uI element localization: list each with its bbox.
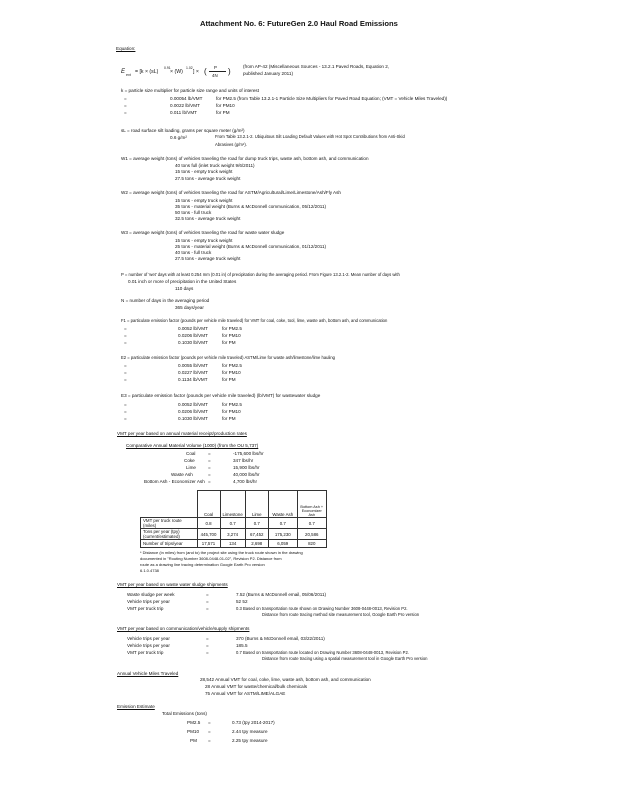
table-row	[141, 518, 327, 529]
comm-value: 185.5	[236, 643, 248, 648]
comm-eq: =	[206, 650, 209, 655]
table-cell: 20,586	[297, 529, 326, 540]
vmt-table	[140, 490, 327, 548]
comm-note: Distance from route tracing using a spatial measurement tool in Google Earth Pro version	[262, 656, 428, 661]
equation-heading: Equation:	[116, 46, 136, 51]
equation-expr-b: × (W)	[170, 69, 183, 75]
annual-vmt-line: 28 Annual VMT for waste/chemical/bulk chemicals	[205, 684, 308, 689]
table-note: documented in "Routing Number 3608-0448-01-02", Revision P2. Distance from	[140, 556, 282, 561]
e1-for: for PM2.5	[222, 326, 242, 331]
table-cell: 2,698	[245, 540, 268, 548]
material-label: Bottom Ash - Economizer Ash	[144, 479, 205, 484]
table-note: route as a drawing line tracing determination Google Earth Pro version	[140, 562, 265, 567]
material-value: 15,900 lbs/hr	[233, 465, 260, 470]
k-for: for PM	[216, 110, 230, 115]
sludge-label: Vehicle trips per year	[127, 599, 170, 604]
material-eq: =	[208, 479, 211, 484]
w2-line: 35 tons - material weight (Burns & McDonnell communication, 05/12/2011)	[175, 204, 327, 209]
table-header-cell: Coal	[197, 491, 220, 518]
e3-eq: =	[124, 409, 127, 414]
w2-intro: W2 = average weight (tons) of vehicles traveling the road for ASTM/Agricultural/Lime/Limestone/Ash/Fly Ash	[121, 190, 341, 195]
e1-eq: =	[124, 333, 127, 338]
equation-lhs-sub: ext	[126, 72, 131, 77]
e2-intro: E2 = particulate emission factor (pounds per vehicle mile traveled) ASTM/Lime for waste ash/limestone/lime hauling	[121, 355, 336, 360]
table-cell: 67,452	[245, 529, 268, 540]
sl-intro: sL = road surface silt loading, grams per square meter (g/m²)	[121, 128, 245, 133]
table-cell: 0.7	[297, 518, 326, 529]
sludge-eq: =	[206, 599, 209, 604]
k-value: 0.0022 lb/VMT	[170, 103, 200, 108]
p-line-2: 0.01 inch or more of precipitation in the United States	[128, 279, 237, 284]
sludge-eq: =	[206, 606, 209, 611]
w3-line: 25 tons - material weight (Burns & McDonnell communication, 01/12/2011)	[175, 244, 327, 249]
table-cell: 17,571	[197, 540, 220, 548]
e1-value: 0.0206 lb/VMT	[178, 333, 208, 338]
e3-value: 0.0206 lb/VMT	[178, 409, 208, 414]
e2-eq: =	[124, 370, 127, 375]
e2-eq: =	[124, 377, 127, 382]
k-intro: k = particle size multiplier for particle size range and units of interest	[121, 88, 260, 93]
table-cell: 0.7	[245, 518, 268, 529]
material-label: Lime	[186, 465, 196, 470]
material-value: 40,000 lbs/hr	[233, 472, 260, 477]
annual-vmt-line: 75 Annual VMT for ASTM/LIME/ALGAE	[205, 691, 286, 696]
table-header-cell: Lime	[245, 491, 268, 518]
w1-line: 15 tons - empty truck weight	[175, 169, 233, 174]
k-for: for PM2.5 (from Table 13.2.1-1 Particle Size Multipliers for Paved Road Equation; (VMT = Vehicle Miles Traveled))	[216, 96, 448, 101]
w2-line: 50 tons - full truck	[175, 210, 212, 215]
e1-for: for PM10	[222, 333, 241, 338]
emission-value: 2.44 tpy measure	[232, 729, 268, 734]
e3-for: for PM10	[222, 409, 241, 414]
table-row	[141, 540, 327, 548]
material-label: Waste Ash	[171, 472, 193, 477]
w3-intro: W3 = average weight (tons) of vehicles traveling the road for waste water sludge	[121, 230, 285, 235]
emissions-subheading: Total Emissions (tons)	[162, 711, 207, 716]
page-title: Attachment No. 6: FutureGen 2.0 Haul Road Emissions	[200, 19, 398, 28]
w3-line: 40 tons - full truck	[175, 250, 212, 255]
w2-line: 15 tons - empty truck weight	[175, 198, 233, 203]
material-eq: =	[208, 458, 211, 463]
sludge-label: VMT per truck trip	[127, 606, 164, 611]
w2-line: 32.5 tons - average truck weight	[175, 216, 241, 221]
k-value: 0.00054 lb/VMT	[170, 96, 203, 101]
sl-note-2: Abrasives (g/m²).	[215, 142, 247, 147]
table-cell: 0.7	[268, 518, 297, 529]
table-cell: 6,059	[268, 540, 297, 548]
e1-eq: =	[124, 340, 127, 345]
fraction-bar	[209, 71, 226, 72]
material-eq: =	[208, 465, 211, 470]
e1-eq: =	[124, 326, 127, 331]
vmt-comm-heading: VMT per year based on communication/vehicle/supply shipments	[117, 626, 250, 631]
emission-value: 2.25 tpy measure	[232, 738, 268, 743]
table-header-cell: Waste Ash	[268, 491, 297, 518]
table-note: * Distance (in miles) from (and to) the project site using the truck route shown in the drawing	[140, 550, 303, 555]
sludge-note: Distance from route tracing method site measurement tool, Google Earth Pro version	[262, 612, 420, 617]
comm-label: Vehicle trips per year	[127, 643, 170, 648]
vmt-section-subheading: Comparative Annual Material Volume (1000) (from the OU 5,737)	[126, 443, 259, 448]
comm-value: 370 (Burns & McDonnell email, 03/22/2011)	[236, 636, 325, 641]
table-header-row	[141, 491, 327, 518]
p-value: 110 days	[175, 286, 194, 291]
emission-eq: =	[208, 720, 211, 725]
e3-eq: =	[124, 402, 127, 407]
material-label: Coal	[186, 451, 196, 456]
material-eq: =	[208, 472, 211, 477]
material-value: 4,700 lbs/hr	[233, 479, 258, 484]
e2-value: 0.0055 lb/VMT	[178, 363, 208, 368]
comm-label: Vehicle trips per year	[127, 636, 170, 641]
table-cell: 0.8	[197, 518, 220, 529]
emission-label: PM10	[187, 729, 200, 734]
annual-vmt-heading: Annual Vehicle Miles Traveled	[117, 671, 179, 676]
e1-value: 0.1030 lb/VMT	[178, 340, 208, 345]
w3-line: 27.5 tons - average truck weight	[175, 256, 241, 261]
equation-lhs: E	[121, 69, 126, 75]
annual-vmt-line: 28,542 Annual VMT for coal, coke, lime, waste ash, bottom ash, and communication	[200, 677, 371, 682]
table-cell: VMT per truck route (miles)	[141, 518, 198, 529]
sludge-label: Waste sludge per week	[127, 592, 175, 597]
emissions-heading: Emission Estimate	[117, 704, 155, 709]
equation-source-2: published January 2011)	[243, 71, 293, 76]
comm-value: 0.7 Based on transportation route located on Drawing Number 3608-0448-0013, Revision P2.	[236, 650, 409, 655]
comm-eq: =	[206, 643, 209, 648]
sludge-value: 52 52	[236, 599, 248, 604]
vmt-sludge-heading: VMT per year based on waste water sludge shipments	[117, 582, 228, 587]
table-cell: 0.7	[220, 518, 245, 529]
table-cell: Tons per year (tpy) (current/estimated)	[141, 529, 198, 540]
emission-eq: =	[208, 738, 211, 743]
table-cell: 175,230	[268, 529, 297, 540]
sludge-value: 7.52 (Burns & McDonnell email, 05/06/2011)	[236, 592, 327, 597]
material-label: Coke	[184, 458, 195, 463]
emission-label: PM2.5	[187, 720, 201, 725]
e2-value: 0.1134 lb/VMT	[178, 377, 208, 382]
k-eq: =	[124, 103, 127, 108]
w1-line: 40 tons full (inlet truck weight 9/6/2011)	[175, 163, 255, 168]
material-value: 347 lbs/hr	[233, 458, 254, 463]
e1-intro: F1 = particulate emission factor (pounds per vehicle mile traveled) for VMT for coal, coke, tool, lime, waste ash, bottom ash, and communication	[121, 318, 388, 323]
w1-line: 27.5 tons - average truck weight	[175, 176, 241, 181]
k-eq: =	[124, 96, 127, 101]
equation-denominator: 4N	[212, 73, 218, 78]
e2-for: for PM10	[222, 370, 241, 375]
equation-numerator: P	[214, 65, 217, 70]
equation-expr-c: ] ×	[193, 69, 199, 75]
p-line-1: P = number of 'wet' days with at least 0.254 mm (0.01 in) of precipitation during the averaging period. From Figure 13.2.1-2. Mean number of days with	[121, 272, 400, 277]
sludge-eq: =	[206, 592, 209, 597]
e2-for: for PM2.5	[222, 363, 242, 368]
e1-for: for PM	[222, 340, 236, 345]
e2-eq: =	[124, 363, 127, 368]
e1-value: 0.0052 lb/VMT	[178, 326, 208, 331]
k-eq: =	[124, 110, 127, 115]
vmt-section-heading: VMT per year based on annual material receipt/production rates	[117, 431, 247, 436]
e3-eq: =	[124, 416, 127, 421]
table-row	[141, 529, 327, 540]
equation-source-1: (from AP-42 (Miscellaneous Sources - 13.2.1 Paved Roads, Equation 2,	[243, 64, 390, 69]
comm-label: VMT per truck trip	[127, 650, 164, 655]
table-cell: 134	[220, 540, 245, 548]
material-value: -175,600 lbs/hr	[233, 451, 264, 456]
e3-value: 0.1030 lb/VMT	[178, 416, 208, 421]
n-line-1: N = number of days in the averaging period	[121, 298, 210, 303]
table-cell: Number of trips/year	[141, 540, 198, 548]
e2-value: 0.0227 lb/VMT	[178, 370, 208, 375]
emission-value: 0.73 (tpy 2014-2017)	[232, 720, 275, 725]
sl-value: 0.6 g/m²	[170, 135, 187, 140]
e3-for: for PM2.5	[222, 402, 242, 407]
e3-intro: E3 = particulate emission factor (pounds per vehicle mile traveled) (lb/VMT) for wastewater sludge	[121, 393, 321, 398]
emission-eq: =	[208, 729, 211, 734]
w3-line: 15 tons - empty truck weight	[175, 238, 233, 243]
n-value: 365 days/year	[175, 305, 204, 310]
k-value: 0.011 lb/VMT	[170, 110, 197, 115]
k-for: for PM10	[216, 103, 235, 108]
table-cell: 3,274	[220, 529, 245, 540]
w1-intro: W1 = average weight (tons) of vehicles traveling the road for dump truck trips, waste ash, bottom ash, and communication	[121, 156, 369, 161]
sl-note-1: From Table 13.2.1-2. Ubiquitous Silt Loading Default Values with Hot Spot Contributions from Anti-Skid	[215, 134, 405, 139]
material-eq: =	[208, 451, 211, 456]
emission-label: PM	[190, 738, 197, 743]
table-header-cell: Limestone	[220, 491, 245, 518]
sludge-value: 0.3 Based on transportation route shown on Drawing Number 3608-0448-0013, Revision P2.	[236, 606, 408, 611]
e2-for: for PM	[222, 377, 236, 382]
comm-eq: =	[206, 636, 209, 641]
equation-expr: = [k × (sL)	[135, 69, 159, 75]
table-header-cell	[141, 491, 198, 518]
table-cell: 820	[297, 540, 326, 548]
table-cell: 445,700	[197, 529, 220, 540]
table-header-cell: Bottom Ash + Economizer Ash	[297, 491, 326, 518]
e3-value: 0.0052 lb/VMT	[178, 402, 208, 407]
table-note: 6.1.0.4738	[140, 568, 159, 573]
e3-for: for PM	[222, 416, 236, 421]
